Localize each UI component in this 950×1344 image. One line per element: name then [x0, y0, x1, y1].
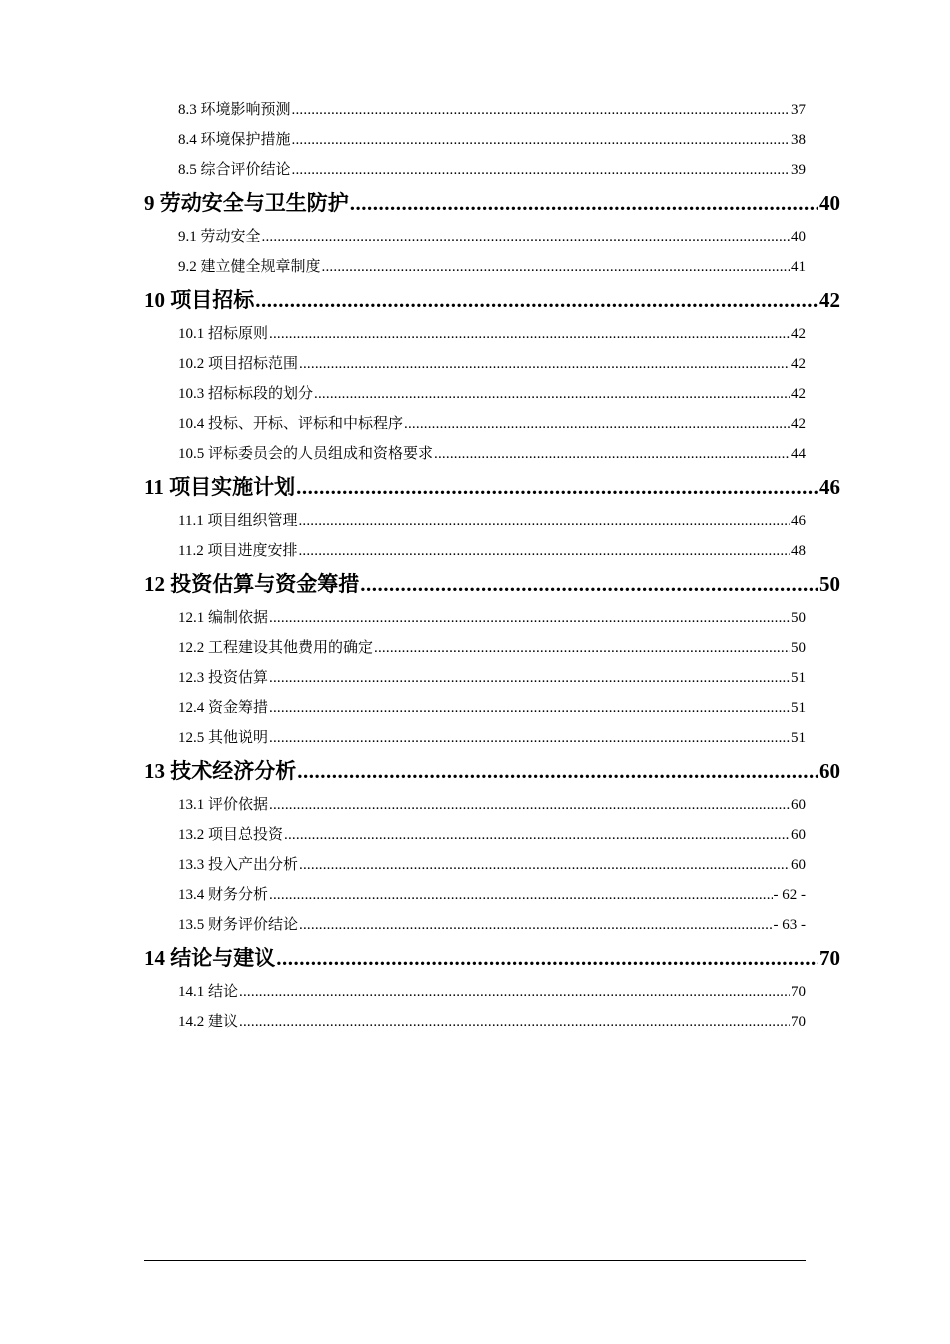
- toc-entry-label: 8.5 综合评价结论: [178, 162, 291, 178]
- toc-leader-dots: [299, 349, 790, 379]
- toc-entry-page: 37: [791, 102, 806, 118]
- toc-entry-page: 48: [791, 543, 806, 559]
- toc-entry-page: 60: [791, 857, 806, 873]
- toc-entry-label: 8.3 环境影响预测: [178, 102, 291, 118]
- toc-entry-label: 10.3 招标标段的划分: [178, 386, 314, 402]
- toc-entry-page: 51: [791, 700, 806, 716]
- toc-leader-dots: [269, 880, 772, 910]
- toc-entry-page: 70: [791, 984, 806, 1000]
- toc-entry-label: 12 投资估算与资金筹措: [144, 572, 360, 596]
- toc-entry-page: 60: [791, 797, 806, 813]
- toc-entry-label: 10.2 项目招标范围: [178, 356, 299, 372]
- toc-leader-dots: [292, 155, 790, 185]
- toc-leader-dots: [296, 469, 818, 506]
- toc-entry-label: 10.1 招标原则: [178, 326, 269, 342]
- toc-entry-page: 50: [791, 640, 806, 656]
- toc-section-entry[interactable]: [178, 506, 806, 536]
- toc-section-entry[interactable]: [178, 977, 806, 1007]
- toc-leader-dots: [299, 910, 772, 940]
- toc-entry-label: 9 劳动安全与卫生防护: [144, 191, 349, 215]
- toc-entry-page: 39: [791, 162, 806, 178]
- toc-entry-label: 13 技术经济分析: [144, 759, 297, 783]
- toc-leader-dots: [239, 1007, 790, 1037]
- toc-entry-page: 40: [819, 191, 840, 215]
- toc-entry-page: 70: [819, 946, 840, 970]
- toc-section-entry[interactable]: [178, 379, 806, 409]
- toc-entry-label: 12.2 工程建设其他费用的确定: [178, 640, 374, 656]
- toc-section-entry[interactable]: [178, 222, 806, 252]
- toc-section-entry[interactable]: [178, 850, 806, 880]
- toc-leader-dots: [239, 977, 790, 1007]
- toc-section-entry[interactable]: [178, 633, 806, 663]
- toc-entry-page: - 62 -: [773, 887, 806, 903]
- toc-entry-label: 9.2 建立健全规章制度: [178, 259, 321, 275]
- toc-leader-dots: [299, 850, 790, 880]
- toc-leader-dots: [298, 506, 790, 536]
- toc-section-entry[interactable]: [178, 95, 806, 125]
- toc-entry-label: 13.1 评价依据: [178, 797, 269, 813]
- toc-leader-dots: [434, 439, 790, 469]
- toc-entry-label: 12.5 其他说明: [178, 730, 269, 746]
- toc-entry-page: 44: [791, 446, 806, 462]
- toc-leader-dots: [262, 222, 790, 252]
- toc-section-entry[interactable]: [178, 820, 806, 850]
- toc-section-entry[interactable]: [178, 252, 806, 282]
- toc-entry-label: 10.5 评标委员会的人员组成和资格要求: [178, 446, 434, 462]
- toc-entry-label: 8.4 环境保护措施: [178, 132, 291, 148]
- toc-section-entry[interactable]: [178, 439, 806, 469]
- toc-entry-page: 42: [791, 326, 806, 342]
- toc-entry-page: 60: [819, 759, 840, 783]
- toc-entry-label: 10 项目招标: [144, 288, 255, 312]
- toc-entry-page: 42: [791, 356, 806, 372]
- toc-entry-page: 60: [791, 827, 806, 843]
- toc-section-entry[interactable]: [178, 880, 806, 910]
- toc-leader-dots: [269, 723, 790, 753]
- toc-leader-dots: [269, 603, 790, 633]
- toc-leader-dots: [404, 409, 790, 439]
- toc-entry-page: - 63 -: [773, 917, 806, 933]
- toc-entry-label: 12.3 投资估算: [178, 670, 269, 686]
- toc-entry-page: 41: [791, 259, 806, 275]
- toc-entry-page: 42: [791, 416, 806, 432]
- toc-chapter-entry[interactable]: [144, 566, 840, 603]
- toc-section-entry[interactable]: [178, 409, 806, 439]
- toc-section-entry[interactable]: [178, 723, 806, 753]
- toc-entry-page: 40: [791, 229, 806, 245]
- toc-entry-label: 13.2 项目总投资: [178, 827, 284, 843]
- toc-entry-page: 42: [791, 386, 806, 402]
- toc-section-entry[interactable]: [178, 693, 806, 723]
- toc-section-entry[interactable]: [178, 536, 806, 566]
- toc-section-entry[interactable]: [178, 1007, 806, 1037]
- toc-entry-page: 50: [819, 572, 840, 596]
- toc-entry-page: 70: [791, 1014, 806, 1030]
- toc-leader-dots: [269, 790, 790, 820]
- toc-entry-label: 13.5 财务评价结论: [178, 917, 299, 933]
- toc-leader-dots: [269, 693, 790, 723]
- toc-section-entry[interactable]: [178, 603, 806, 633]
- toc-entry-page: 50: [791, 610, 806, 626]
- toc-entry-label: 13.4 财务分析: [178, 887, 269, 903]
- toc-leader-dots: [284, 820, 790, 850]
- toc-entry-label: 12.1 编制依据: [178, 610, 269, 626]
- toc-chapter-entry[interactable]: [144, 282, 840, 319]
- toc-chapter-entry[interactable]: [144, 753, 840, 790]
- toc-leader-dots: [360, 566, 818, 603]
- toc-entry-label: 11 项目实施计划: [144, 475, 296, 499]
- toc-entry-label: 14 结论与建议: [144, 946, 276, 970]
- toc-leader-dots: [292, 125, 790, 155]
- toc-entry-label: 14.1 结论: [178, 984, 239, 1000]
- toc-section-entry[interactable]: [178, 155, 806, 185]
- toc-leader-dots: [314, 379, 790, 409]
- toc-section-entry[interactable]: [178, 125, 806, 155]
- toc-entry-label: 10.4 投标、开标、评标和中标程序: [178, 416, 404, 432]
- toc-entry-label: 14.2 建议: [178, 1014, 239, 1030]
- toc-section-entry[interactable]: [178, 349, 806, 379]
- toc-entry-label: 12.4 资金筹措: [178, 700, 269, 716]
- toc-entry-label: 9.1 劳动安全: [178, 229, 261, 245]
- toc-entry-page: 51: [791, 730, 806, 746]
- toc-entry-page: 51: [791, 670, 806, 686]
- toc-leader-dots: [297, 753, 818, 790]
- toc-leader-dots: [374, 633, 790, 663]
- toc-section-entry[interactable]: [178, 663, 806, 693]
- toc-chapter-entry[interactable]: [144, 469, 840, 506]
- toc-chapter-entry[interactable]: [144, 940, 840, 977]
- toc-section-entry[interactable]: [178, 910, 806, 940]
- table-of-contents: [0, 95, 950, 1037]
- toc-entry-label: 11.2 项目进度安排: [178, 543, 298, 559]
- toc-entry-page: 38: [791, 132, 806, 148]
- toc-leader-dots: [298, 536, 790, 566]
- toc-leader-dots: [350, 185, 818, 222]
- toc-entry-label: 11.1 项目组织管理: [178, 513, 298, 529]
- toc-chapter-entry[interactable]: [144, 185, 840, 222]
- toc-entry-page: 46: [791, 513, 806, 529]
- footer-rule: [144, 1260, 806, 1261]
- toc-entry-label: 13.3 投入产出分析: [178, 857, 299, 873]
- toc-leader-dots: [292, 95, 790, 125]
- toc-leader-dots: [322, 252, 790, 282]
- toc-section-entry[interactable]: [178, 790, 806, 820]
- toc-section-entry[interactable]: [178, 319, 806, 349]
- toc-entry-page: 46: [819, 475, 840, 499]
- toc-leader-dots: [276, 940, 818, 977]
- toc-leader-dots: [269, 663, 790, 693]
- toc-entry-page: 42: [819, 288, 840, 312]
- toc-leader-dots: [269, 319, 790, 349]
- toc-leader-dots: [255, 282, 818, 319]
